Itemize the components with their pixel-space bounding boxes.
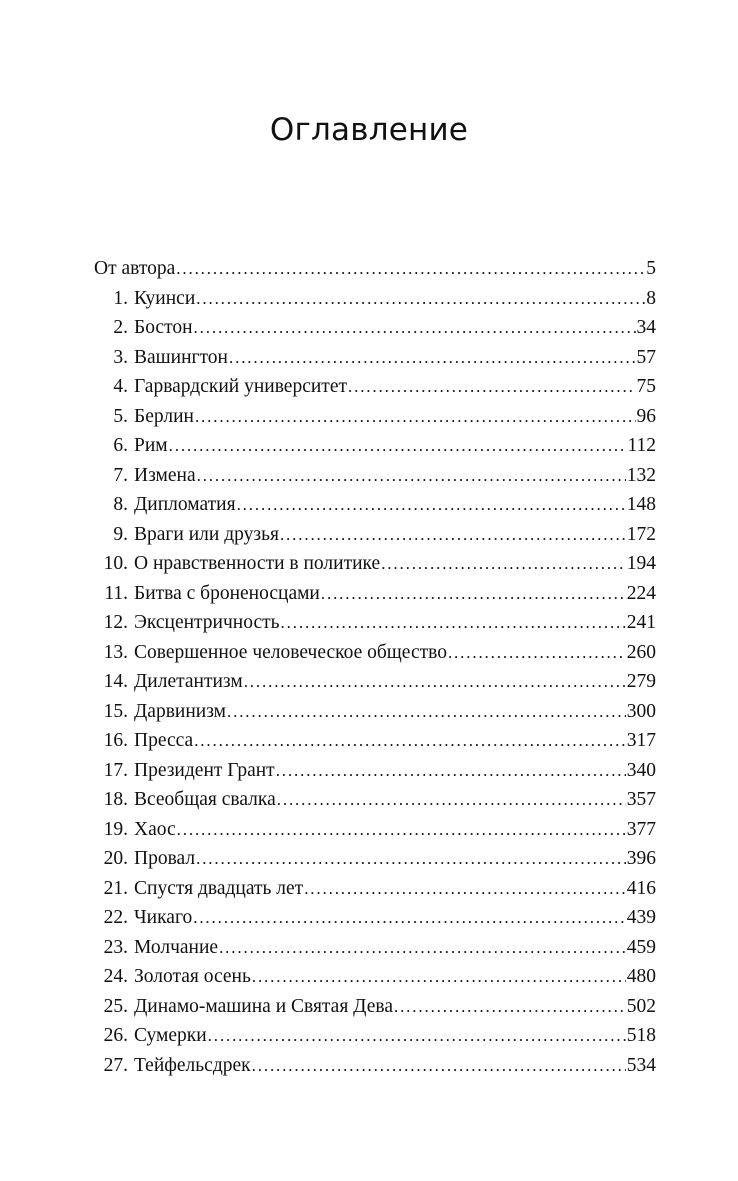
toc-entry <box>94 402 656 432</box>
dot-leader <box>394 992 626 1022</box>
toc-entry-number: 5. <box>113 405 128 427</box>
toc-entry-title: Сумерки <box>134 1025 207 1046</box>
toc-entry-number: 1. <box>113 287 128 309</box>
toc-entry <box>94 638 656 668</box>
toc-entry <box>94 815 656 845</box>
dot-leader <box>208 1021 626 1051</box>
toc-entry-page-number: 377 <box>626 818 656 840</box>
dot-leader <box>196 284 645 314</box>
dot-leader <box>348 372 636 402</box>
toc-entry-number: 19. <box>103 818 128 840</box>
toc-entry-title: Враги или друзья <box>134 523 279 545</box>
toc-entry <box>94 667 656 697</box>
dot-leader <box>196 844 626 874</box>
toc-entry-title: Хаос <box>134 818 176 840</box>
toc-entry <box>94 372 656 402</box>
toc-entry-page-number: 260 <box>626 641 656 663</box>
toc-entry-title: Тейфельсдрек <box>134 1054 251 1076</box>
toc-entry-number: 10. <box>103 553 128 574</box>
toc-entry <box>94 1051 656 1081</box>
toc-entry-title: Дарвинизм <box>134 700 226 722</box>
toc-entry-title: Измена <box>134 464 196 486</box>
toc-entry-title: Битва с броненосцами <box>134 582 320 604</box>
toc-entry-number: 16. <box>103 730 128 751</box>
toc-entry-page-number: 416 <box>626 877 656 899</box>
toc-entry-title: Пресса <box>134 730 194 751</box>
dot-leader <box>321 579 626 609</box>
dot-leader <box>177 815 626 845</box>
dot-leader <box>276 756 626 786</box>
dot-leader <box>227 697 626 727</box>
toc-entry-title: Чикаго <box>134 907 193 928</box>
toc-entry <box>94 962 656 992</box>
toc-entry <box>94 520 656 550</box>
toc-entry-page-number: 5 <box>646 258 656 279</box>
toc-entry <box>94 844 656 874</box>
dot-leader <box>448 638 626 668</box>
toc-entry-title: Золотая осень <box>134 966 251 987</box>
dot-leader <box>381 549 626 579</box>
toc-entry-page-number: 172 <box>626 523 656 545</box>
toc-entry-number: 13. <box>103 641 128 663</box>
toc-entry-title: Рим <box>134 435 168 456</box>
toc-entry-page-number: 340 <box>626 759 656 781</box>
toc-entry-number: 12. <box>103 612 128 633</box>
dot-leader <box>219 933 626 963</box>
dot-leader <box>281 608 626 638</box>
toc-entry-page-number: 148 <box>626 494 656 515</box>
toc-entry-title: Молчание <box>134 936 219 958</box>
toc-entry-title: Спустя двадцать лет <box>134 877 304 899</box>
toc-entry-page-number: 357 <box>626 789 656 810</box>
toc-entry-page-number: 224 <box>626 582 656 604</box>
dot-leader <box>304 874 626 904</box>
toc-entry-number: 21. <box>103 877 128 899</box>
toc-entry-page-number: 439 <box>626 907 656 928</box>
dot-leader <box>229 343 636 373</box>
toc-entry <box>94 579 656 609</box>
toc-entry-page-number: 502 <box>626 995 656 1017</box>
dot-leader <box>244 667 626 697</box>
toc-entry-number: 11. <box>104 582 128 604</box>
dot-leader <box>252 962 626 992</box>
toc-entry-number: 24. <box>103 966 128 987</box>
toc-entry-title: Берлин <box>134 405 194 427</box>
toc-entry-title: Президент Грант <box>134 759 275 781</box>
dot-leader <box>194 726 626 756</box>
toc-entry-number: 9. <box>113 523 128 545</box>
toc-entry-number: 18. <box>103 789 128 810</box>
toc-entry-page-number: 57 <box>636 346 656 368</box>
toc-entry-page-number: 75 <box>636 376 656 397</box>
toc-entry <box>94 608 656 638</box>
dot-leader <box>252 1051 626 1081</box>
toc-entry <box>94 254 656 284</box>
toc-entry-page-number: 396 <box>626 848 656 869</box>
toc-entry-number: 23. <box>103 936 128 958</box>
toc-entry-number: 3. <box>113 346 128 368</box>
toc-entry-title: Дилетантизм <box>134 671 243 692</box>
toc-entry-page-number: 194 <box>626 553 656 574</box>
toc-entry-number: 4. <box>113 376 128 397</box>
toc-entry <box>94 313 656 343</box>
toc-entry-number: 26. <box>103 1025 128 1046</box>
toc-entry-number: 2. <box>113 317 128 338</box>
toc-entry <box>94 343 656 373</box>
toc-entry-title: Дипломатия <box>134 494 236 515</box>
toc-entry <box>94 726 656 756</box>
toc-entry-number: 14. <box>103 671 128 692</box>
toc-entry-number: 25. <box>103 995 128 1017</box>
page-title: Оглавление <box>269 112 469 148</box>
toc-entry-page-number: 300 <box>626 700 656 722</box>
toc-entry <box>94 697 656 727</box>
toc-entry <box>94 431 656 461</box>
toc-entry-title: Провал <box>134 848 196 869</box>
dot-leader <box>280 520 626 550</box>
toc-entry-page-number: 8 <box>646 287 656 309</box>
toc-entry-title: От автора <box>94 258 176 279</box>
toc-entry <box>94 284 656 314</box>
toc-entry-title: Куинси <box>134 287 196 309</box>
toc-entry-number: 15. <box>103 700 128 722</box>
toc-entry-title: О нравственности в политике <box>134 553 381 574</box>
toc-entry-page-number: 34 <box>636 317 656 338</box>
toc-entry <box>94 490 656 520</box>
toc-entry <box>94 903 656 933</box>
toc-entry <box>94 992 656 1022</box>
toc-entry <box>94 549 656 579</box>
toc-entry-number: 6. <box>113 435 128 456</box>
toc-entry-page-number: 518 <box>626 1025 656 1046</box>
toc-entry-page-number: 279 <box>626 671 656 692</box>
dot-leader <box>194 313 636 343</box>
toc-entry-title: Бостон <box>134 317 193 338</box>
dot-leader <box>169 431 627 461</box>
toc-entry <box>94 756 656 786</box>
dot-leader <box>176 254 645 284</box>
toc-entry-page-number: 132 <box>626 464 656 486</box>
toc-entry-page-number: 480 <box>626 966 656 987</box>
toc-entry-number: 7. <box>113 464 128 486</box>
toc-entry-number: 20. <box>103 848 128 869</box>
toc-entry-title: Совершенное человеческое общество <box>134 641 447 663</box>
toc-entry-number: 22. <box>103 907 128 928</box>
dot-leader <box>237 490 626 520</box>
toc-entry-page-number: 459 <box>626 936 656 958</box>
table-of-contents <box>94 254 656 1080</box>
toc-entry <box>94 461 656 491</box>
dot-leader <box>195 402 636 432</box>
toc-entry-title: Всеобщая свалка <box>134 789 276 810</box>
dot-leader <box>197 461 626 491</box>
toc-entry-page-number: 534 <box>626 1054 656 1076</box>
toc-entry-title: Гарвардский университет <box>134 376 347 397</box>
toc-entry <box>94 785 656 815</box>
toc-entry-page-number: 317 <box>626 730 656 751</box>
dot-leader <box>277 785 626 815</box>
toc-entry <box>94 933 656 963</box>
toc-entry-number: 27. <box>103 1054 128 1076</box>
toc-entry <box>94 1021 656 1051</box>
toc-entry <box>94 874 656 904</box>
toc-entry-number: 17. <box>103 759 128 781</box>
toc-entry-page-number: 241 <box>626 612 656 633</box>
toc-entry-number: 8. <box>113 494 128 515</box>
toc-entry-title: Вашингтон <box>134 346 228 368</box>
toc-entry-title: Эксцентричность <box>134 612 280 633</box>
toc-entry-page-number: 112 <box>627 435 656 456</box>
toc-entry-page-number: 96 <box>636 405 656 427</box>
toc-entry-title: Динамо-машина и Святая Дева <box>134 995 393 1017</box>
dot-leader <box>193 903 626 933</box>
